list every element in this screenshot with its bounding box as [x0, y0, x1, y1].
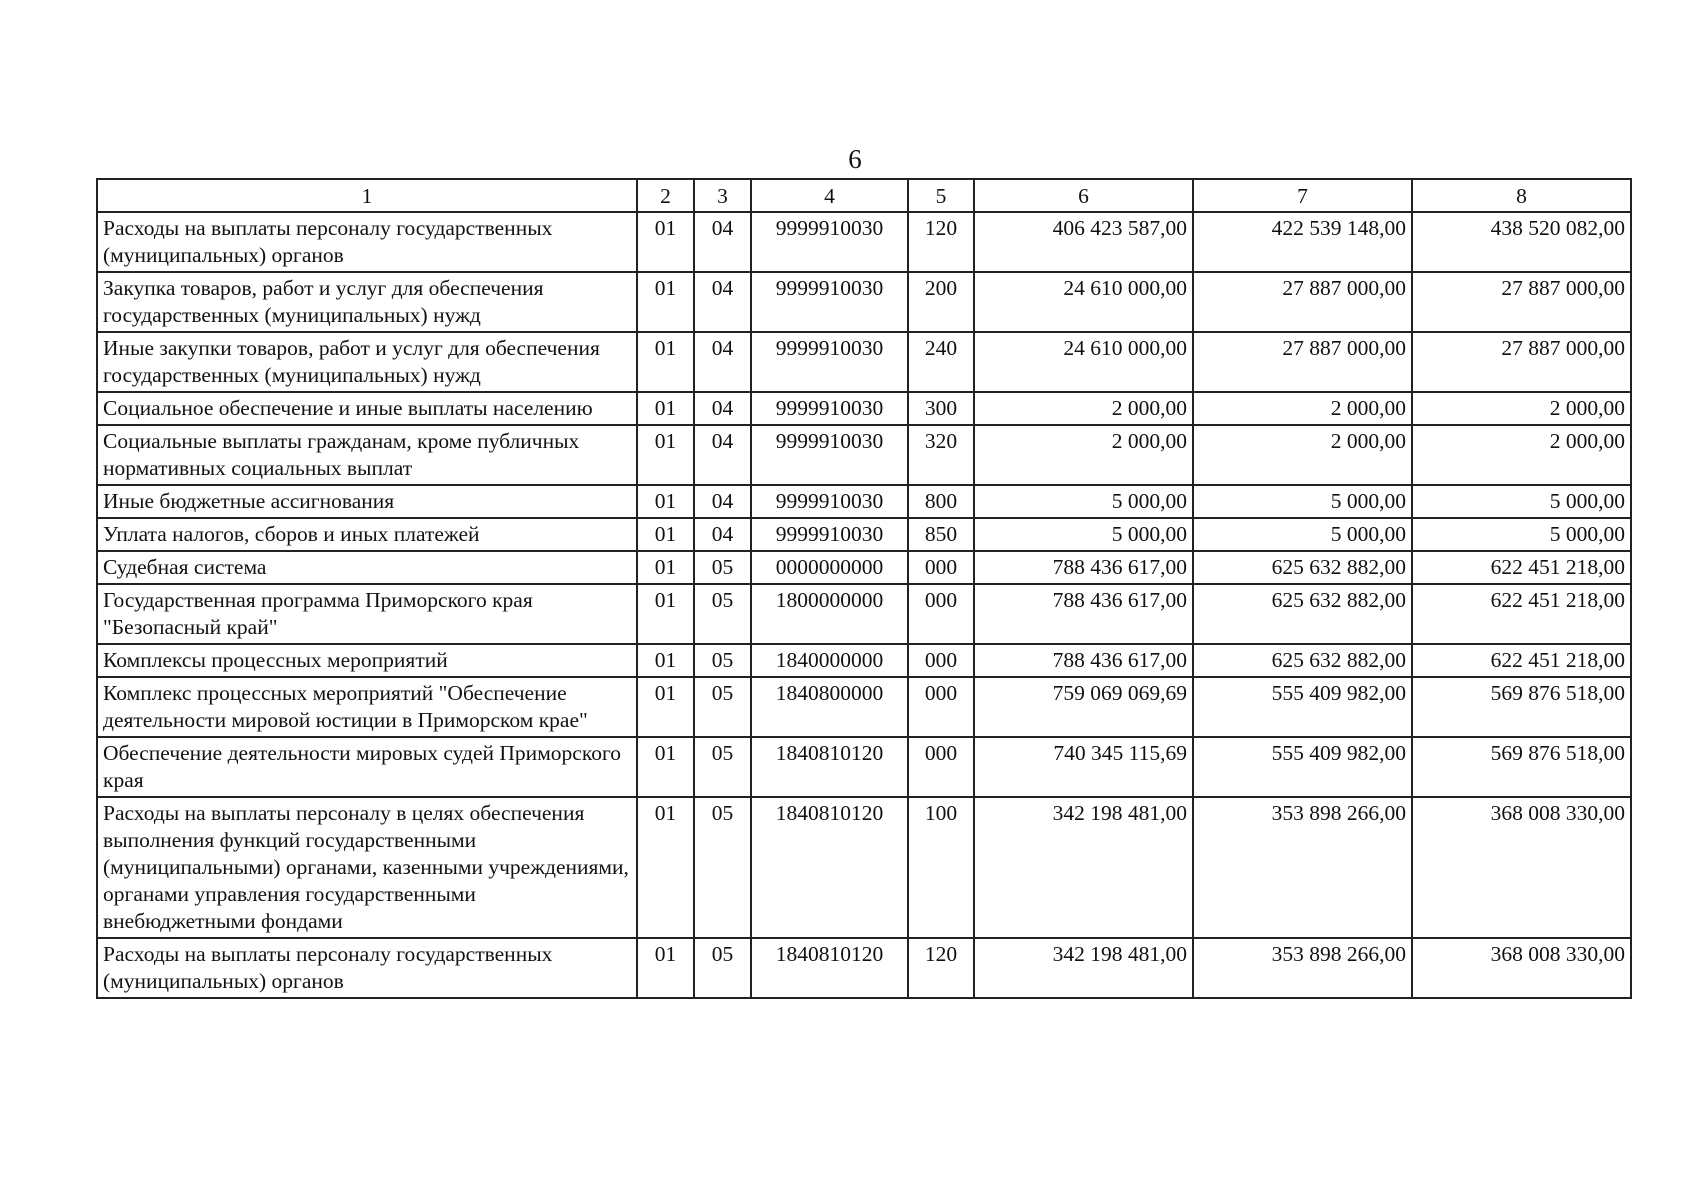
section-code: 01 — [637, 737, 694, 797]
amount-col-7: 353 898 266,00 — [1193, 938, 1412, 998]
section-code: 01 — [637, 551, 694, 584]
item-name: Комплекс процессных мероприятий "Обеспечение деятельности мировой юстиции в Приморском крае" — [97, 677, 637, 737]
column-header-1: 1 — [97, 179, 637, 212]
expense-type-code: 100 — [908, 797, 974, 938]
amount-col-6: 5 000,00 — [974, 518, 1193, 551]
amount-col-8: 27 887 000,00 — [1412, 332, 1631, 392]
amount-col-6: 342 198 481,00 — [974, 938, 1193, 998]
section-code: 01 — [637, 797, 694, 938]
amount-col-8: 5 000,00 — [1412, 518, 1631, 551]
amount-col-6: 2 000,00 — [974, 425, 1193, 485]
amount-col-6: 788 436 617,00 — [974, 644, 1193, 677]
target-article-code: 9999910030 — [751, 518, 908, 551]
item-name: Уплата налогов, сборов и иных платежей — [97, 518, 637, 551]
column-header-5: 5 — [908, 179, 974, 212]
amount-col-7: 27 887 000,00 — [1193, 332, 1412, 392]
section-code: 01 — [637, 212, 694, 272]
table-row — [97, 332, 1631, 392]
amount-col-7: 625 632 882,00 — [1193, 644, 1412, 677]
target-article-code: 1840810120 — [751, 797, 908, 938]
item-name: Расходы на выплаты персоналу государственных (муниципальных) органов — [97, 212, 637, 272]
item-name: Комплексы процессных мероприятий — [97, 644, 637, 677]
item-name: Иные закупки товаров, работ и услуг для обеспечения государственных (муниципальных) нужд — [97, 332, 637, 392]
amount-col-8: 569 876 518,00 — [1412, 737, 1631, 797]
item-name: Государственная программа Приморского края "Безопасный край" — [97, 584, 637, 644]
amount-col-6: 759 069 069,69 — [974, 677, 1193, 737]
expense-type-code: 000 — [908, 644, 974, 677]
item-name: Иные бюджетные ассигнования — [97, 485, 637, 518]
budget-table — [96, 178, 1632, 999]
amount-col-6: 740 345 115,69 — [974, 737, 1193, 797]
amount-col-6: 24 610 000,00 — [974, 332, 1193, 392]
amount-col-6: 788 436 617,00 — [974, 551, 1193, 584]
item-name: Закупка товаров, работ и услуг для обеспечения государственных (муниципальных) нужд — [97, 272, 637, 332]
target-article-code: 1840810120 — [751, 737, 908, 797]
expense-type-code: 120 — [908, 212, 974, 272]
section-code: 01 — [637, 425, 694, 485]
amount-col-6: 406 423 587,00 — [974, 212, 1193, 272]
expense-type-code: 850 — [908, 518, 974, 551]
amount-col-8: 27 887 000,00 — [1412, 272, 1631, 332]
table-row — [97, 392, 1631, 425]
column-header-4: 4 — [751, 179, 908, 212]
table-row — [97, 272, 1631, 332]
expense-type-code: 320 — [908, 425, 974, 485]
amount-col-8: 368 008 330,00 — [1412, 797, 1631, 938]
expense-type-code: 240 — [908, 332, 974, 392]
subsection-code: 04 — [694, 518, 751, 551]
expense-type-code: 000 — [908, 737, 974, 797]
amount-col-7: 625 632 882,00 — [1193, 584, 1412, 644]
subsection-code: 04 — [694, 272, 751, 332]
target-article-code: 9999910030 — [751, 425, 908, 485]
amount-col-6: 2 000,00 — [974, 392, 1193, 425]
expense-type-code: 120 — [908, 938, 974, 998]
target-article-code: 9999910030 — [751, 272, 908, 332]
amount-col-7: 353 898 266,00 — [1193, 797, 1412, 938]
item-name: Расходы на выплаты персоналу государственных (муниципальных) органов — [97, 938, 637, 998]
amount-col-8: 5 000,00 — [1412, 485, 1631, 518]
table-row — [97, 518, 1631, 551]
target-article-code: 9999910030 — [751, 332, 908, 392]
amount-col-8: 2 000,00 — [1412, 392, 1631, 425]
amount-col-7: 2 000,00 — [1193, 392, 1412, 425]
target-article-code: 1800000000 — [751, 584, 908, 644]
amount-col-7: 555 409 982,00 — [1193, 677, 1412, 737]
subsection-code: 04 — [694, 425, 751, 485]
target-article-code: 0000000000 — [751, 551, 908, 584]
amount-col-7: 555 409 982,00 — [1193, 737, 1412, 797]
subsection-code: 04 — [694, 332, 751, 392]
table-row — [97, 644, 1631, 677]
column-header-7: 7 — [1193, 179, 1412, 212]
target-article-code: 9999910030 — [751, 392, 908, 425]
amount-col-6: 342 198 481,00 — [974, 797, 1193, 938]
expense-type-code: 800 — [908, 485, 974, 518]
amount-col-7: 5 000,00 — [1193, 518, 1412, 551]
amount-col-8: 569 876 518,00 — [1412, 677, 1631, 737]
amount-col-6: 5 000,00 — [974, 485, 1193, 518]
amount-col-8: 368 008 330,00 — [1412, 938, 1631, 998]
section-code: 01 — [637, 644, 694, 677]
subsection-code: 05 — [694, 551, 751, 584]
subsection-code: 05 — [694, 797, 751, 938]
table-body — [97, 212, 1631, 998]
subsection-code: 04 — [694, 392, 751, 425]
section-code: 01 — [637, 518, 694, 551]
section-code: 01 — [637, 938, 694, 998]
table-row — [97, 485, 1631, 518]
section-code: 01 — [637, 272, 694, 332]
amount-col-8: 622 451 218,00 — [1412, 644, 1631, 677]
table-row — [97, 551, 1631, 584]
table-row — [97, 677, 1631, 737]
amount-col-7: 5 000,00 — [1193, 485, 1412, 518]
amount-col-7: 2 000,00 — [1193, 425, 1412, 485]
target-article-code: 9999910030 — [751, 212, 908, 272]
expense-type-code: 000 — [908, 584, 974, 644]
table-row — [97, 425, 1631, 485]
amount-col-8: 438 520 082,00 — [1412, 212, 1631, 272]
expense-type-code: 300 — [908, 392, 974, 425]
subsection-code: 04 — [694, 485, 751, 518]
column-header-3: 3 — [694, 179, 751, 212]
subsection-code: 05 — [694, 737, 751, 797]
subsection-code: 05 — [694, 938, 751, 998]
amount-col-7: 422 539 148,00 — [1193, 212, 1412, 272]
expense-type-code: 200 — [908, 272, 974, 332]
subsection-code: 05 — [694, 644, 751, 677]
section-code: 01 — [637, 332, 694, 392]
target-article-code: 1840810120 — [751, 938, 908, 998]
amount-col-6: 24 610 000,00 — [974, 272, 1193, 332]
item-name: Обеспечение деятельности мировых судей Приморского края — [97, 737, 637, 797]
header-row — [97, 179, 1631, 212]
target-article-code: 1840000000 — [751, 644, 908, 677]
item-name: Социальные выплаты гражданам, кроме публичных нормативных социальных выплат — [97, 425, 637, 485]
expense-type-code: 000 — [908, 551, 974, 584]
section-code: 01 — [637, 392, 694, 425]
subsection-code: 05 — [694, 677, 751, 737]
amount-col-8: 622 451 218,00 — [1412, 551, 1631, 584]
amount-col-7: 27 887 000,00 — [1193, 272, 1412, 332]
expense-type-code: 000 — [908, 677, 974, 737]
section-code: 01 — [637, 485, 694, 518]
table-row — [97, 212, 1631, 272]
subsection-code: 05 — [694, 584, 751, 644]
column-header-6: 6 — [974, 179, 1193, 212]
item-name: Расходы на выплаты персоналу в целях обеспечения выполнения функций государственными (муниципальными) органами, казенными учреждениями, органами управления государственными внебюджетными фондами — [97, 797, 637, 938]
item-name: Социальное обеспечение и иные выплаты населению — [97, 392, 637, 425]
subsection-code: 04 — [694, 212, 751, 272]
table-row — [97, 584, 1631, 644]
section-code: 01 — [637, 677, 694, 737]
table-row — [97, 737, 1631, 797]
section-code: 01 — [637, 584, 694, 644]
table-row — [97, 797, 1631, 938]
table-row — [97, 938, 1631, 998]
column-header-2: 2 — [637, 179, 694, 212]
target-article-code: 9999910030 — [751, 485, 908, 518]
item-name: Судебная система — [97, 551, 637, 584]
page-number: 6 — [848, 144, 862, 174]
amount-col-7: 625 632 882,00 — [1193, 551, 1412, 584]
column-header-8: 8 — [1412, 179, 1631, 212]
amount-col-6: 788 436 617,00 — [974, 584, 1193, 644]
amount-col-8: 622 451 218,00 — [1412, 584, 1631, 644]
amount-col-8: 2 000,00 — [1412, 425, 1631, 485]
target-article-code: 1840800000 — [751, 677, 908, 737]
